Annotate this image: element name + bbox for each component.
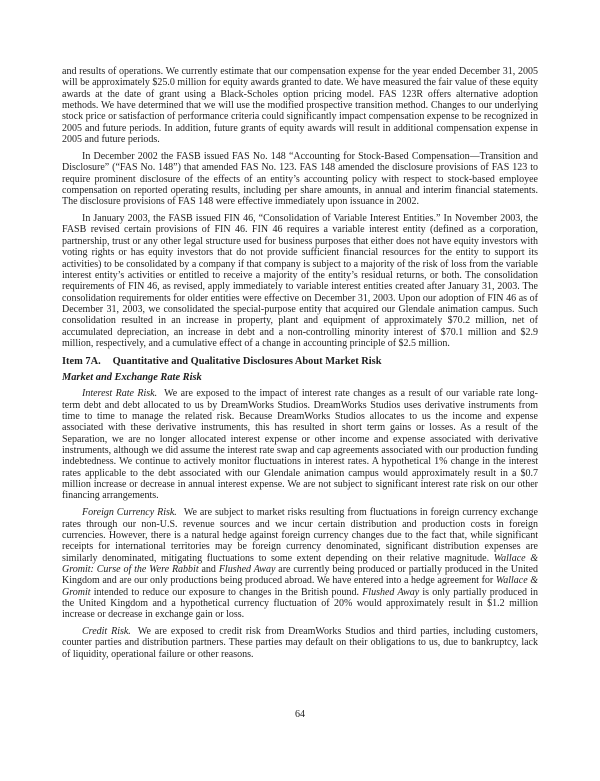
film-title-flushed-away: Flushed Away <box>218 563 276 575</box>
interest-rate-risk-body: We are exposed to the impact of interest rate changes as a result of our variable rate long-term debt and debt allocated to us by DreamWorks Studios. DreamWorks Studios uses derivative instruments from time to time to manage the related risk. Because DreamWorks Studios allocates to us the income and expense associated with these derivative instruments, this has resulted in short term gains or losses. As a result of the Separation, we are no longer allocated interest expense or other income and expense associated with derivative instruments, although we did assume the interest rate swap and cap agreements associated with our production funding indebtedness. We continue to actively monitor fluctuations in interest rates. A hypothetical 1% change in the interest rates applicable to the debt associated with our Glendale animation campus would approximately result in a $0.7 million increase or decrease in annual interest expense. We are not subject to significant interest rate risk on our other financing arrangements. <box>62 388 539 502</box>
interest-rate-risk-lead: Interest Rate Risk. <box>82 388 158 400</box>
item-7a-label: Item 7A. <box>62 356 101 368</box>
paragraph-interest-rate-risk <box>62 388 538 501</box>
foreign-currency-risk-intro: We are subject to market risks resulting from fluctuations in foreign currency exchange rates through our non-U.S. revenue sources and we incur certain distribution and production costs in foreign currencies. However, there is a natural hedge against foreign currency changes due to the fact that, while significant receipts for international territories may be foreign currency denominated, significant distribution expenses are similarly denominated, mitigating fluctuations to some extent depending on their relative magnitude. <box>62 507 538 564</box>
foreign-currency-risk-lead: Foreign Currency Risk. <box>82 507 177 519</box>
credit-risk-lead: Credit Risk. <box>82 626 131 638</box>
paragraph-fas-148: In December 2002 the FASB issued FAS No. 148 “Accounting for Stock-Based Compensation—Transition and Disclosure” (“FAS No. 148”) that amended FAS No. 123. FAS 148 amended the disclosure provisions of FAS 123 to require prominent disclosure of the effects of an entity’s accounting policy with respect to stock-based employee compensation on reported operating results, including per share amounts, in annual and interim financial statements. The disclosure provisions of FAS 148 were effective immediately upon issuance in 2002. <box>62 150 538 208</box>
item-7a-heading <box>62 356 538 368</box>
credit-risk-body: We are exposed to credit risk from DreamWorks Studios and third parties, including customers, counter parties and distribution partners. These parties may default on their obligations to us, due to bankruptcy, lack of liquidity, operational failure or other reasons. <box>62 626 538 660</box>
page-content <box>62 66 538 666</box>
paragraph-credit-risk <box>62 626 538 660</box>
foreign-currency-risk-outro: is only partially produced in the United Kingdom and a hypothetical currency fluctuation of 20% would approximately result in $1.2 million increase or decrease in exchange gain or loss. <box>62 586 539 621</box>
film-title-wallace-gromit: Wallace & Gromit <box>62 575 538 598</box>
foreign-currency-risk-middle: are currently being produced or partially produced in the United Kingdom and are our only productions being produced abroad. We have entered into a hedge agreement for <box>62 563 538 587</box>
film-title-wallace-gromit-were-rabbit: Wallace & Gromit: Curse of the Were Rabbit <box>62 552 539 575</box>
film-title-flushed-away-2: Flushed Away <box>362 586 420 598</box>
foreign-currency-risk-after-hedge: intended to reduce our exposure to changes in the British pound. <box>90 586 363 598</box>
item-7a-title: Quantitative and Qualitative Disclosures About Market Risk <box>112 356 382 368</box>
paragraph-foreign-currency-risk <box>62 507 538 620</box>
paragraph-compensation-expense: and results of operations. We currently estimate that our compensation expense for the year ended December 31, 2005 will be approximately $25.0 million for equity awards granted to date. We have measured the fair value of these equity awards at the date of grant using a Black-Scholes option pricing model. FAS 123R offers alternative adoption methods. We have determined that we will use the modified prospective transition method. Changes to our underlying stock price or satisfaction of performance criteria could significantly impact compensation expense to be recognized in 2005 and future periods. In addition, future grants of equity awards will result in additional compensation expense in 2005 and future periods. <box>62 66 538 146</box>
market-exchange-rate-risk-heading: Market and Exchange Rate Risk <box>62 372 202 384</box>
foreign-currency-risk-conjunction: and <box>198 563 219 575</box>
page-number: 64 <box>295 709 305 720</box>
paragraph-fin-46: In January 2003, the FASB issued FIN 46, “Consolidation of Variable Interest Entities.” In November 2003, the FASB revised certain provisions of FIN 46. FIN 46 requires a variable interest entity (defined as a corporation, partnership, trust or any other legal structure used for business purposes that either does not have equity investors with voting rights or has equity investors that do not provide sufficient financial resources for the entity to support its activities) to be consolidated by a company if that company is subject to a majority of the risk of loss from the variable interest entity’s activities or entitled to receive a majority of the entity’s residual returns, or both. The consolidation requirements of FIN 46, as revised, apply immediately to variable interest entities created after January 31, 2003. The consolidation requirements for older entities were effective on December 31, 2003. Upon our adoption of FIN 46 as of December 31, 2003, we consolidated the special-purpose entity that acquired our Glendale animation campus. Such consolidation resulted in an increase in property, plant and equipment of approximately $70.2 million, net of accumulated depreciation, an increase in debt and a non-controlling minority interest of $70.1 million and $2.9 million, respectively, and a cumulative effect of a change in accounting principle of $2.5 million. <box>62 213 538 349</box>
